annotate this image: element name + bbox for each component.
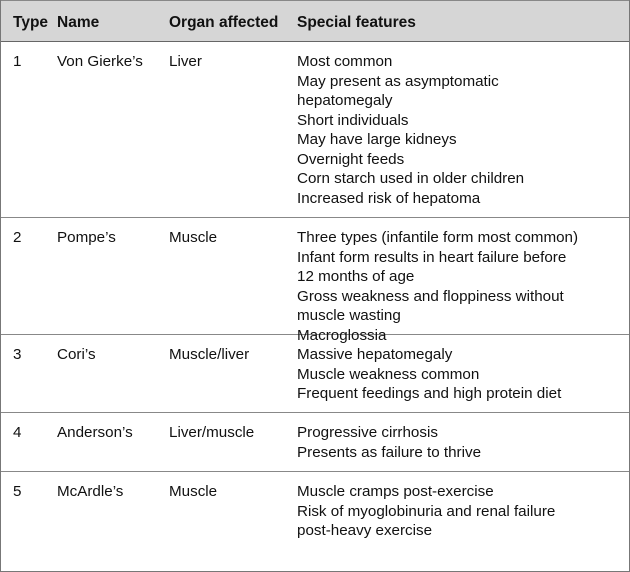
feature-line: Short individuals — [297, 111, 409, 129]
feature-line: Infant form results in heart failure before — [297, 248, 567, 266]
header-type: Type — [13, 14, 49, 31]
cell-type: 5 — [13, 483, 22, 500]
cell-name: McArdle’s — [57, 483, 124, 500]
feature-line: Increased risk of hepatoma — [297, 189, 481, 207]
table-row — [1, 218, 629, 344]
cell-features — [297, 228, 629, 344]
table-row — [1, 413, 629, 472]
feature-line: May present as asymptomatic — [297, 72, 499, 90]
cell-organ: Liver/muscle — [169, 424, 255, 441]
table-header — [1, 0, 629, 42]
cell-features — [297, 52, 629, 217]
header-organ: Organ affected — [169, 14, 279, 31]
cell-organ: Muscle — [169, 483, 218, 500]
feature-line: Macroglossia — [297, 326, 387, 344]
feature-line: Corn starch used in older children — [297, 170, 525, 187]
cell-features — [297, 482, 629, 551]
feature-line: Risk of myoglobinuria and renal failure — [297, 502, 556, 520]
cell-type: 4 — [13, 424, 22, 441]
feature-line: Massive hepatomegaly — [297, 346, 453, 363]
cell-type: 1 — [13, 53, 22, 70]
cell-features — [297, 345, 629, 412]
cell-name: Cori’s — [57, 346, 96, 363]
feature-line: 12 months of age — [297, 268, 415, 285]
feature-line: Muscle weakness common — [297, 365, 480, 383]
cell-name: Pompe’s — [57, 229, 116, 246]
feature-line: Three types (infantile form most common) — [297, 229, 579, 246]
feature-line: Presents as failure to thrive — [297, 443, 482, 461]
cell-organ: Liver — [169, 53, 202, 70]
feature-line: post-heavy exercise — [297, 522, 433, 539]
feature-line: Overnight feeds — [297, 150, 405, 168]
feature-line: May have large kidneys — [297, 131, 457, 148]
feature-line: muscle wasting — [297, 307, 401, 324]
header-features: Special features — [297, 14, 416, 31]
cell-organ: Muscle/liver — [169, 346, 250, 363]
cell-organ: Muscle — [169, 229, 218, 246]
header-name: Name — [57, 14, 100, 31]
cell-features — [297, 423, 629, 471]
cell-name: Von Gierke’s — [57, 53, 143, 70]
table-row — [1, 472, 629, 551]
feature-line: hepatomegaly — [297, 92, 393, 109]
feature-line: Muscle cramps post-exercise — [297, 483, 494, 500]
cell-type: 3 — [13, 346, 22, 363]
table-row — [1, 335, 629, 413]
cell-type: 2 — [13, 229, 22, 246]
feature-line: Frequent feedings and high protein diet — [297, 385, 562, 402]
feature-line: Most common — [297, 53, 393, 70]
feature-line: Progressive cirrhosis — [297, 424, 438, 441]
cell-name: Anderson’s — [57, 424, 133, 441]
table-row — [1, 42, 629, 218]
table-body — [1, 42, 629, 551]
feature-line: Gross weakness and floppiness without — [297, 287, 564, 305]
